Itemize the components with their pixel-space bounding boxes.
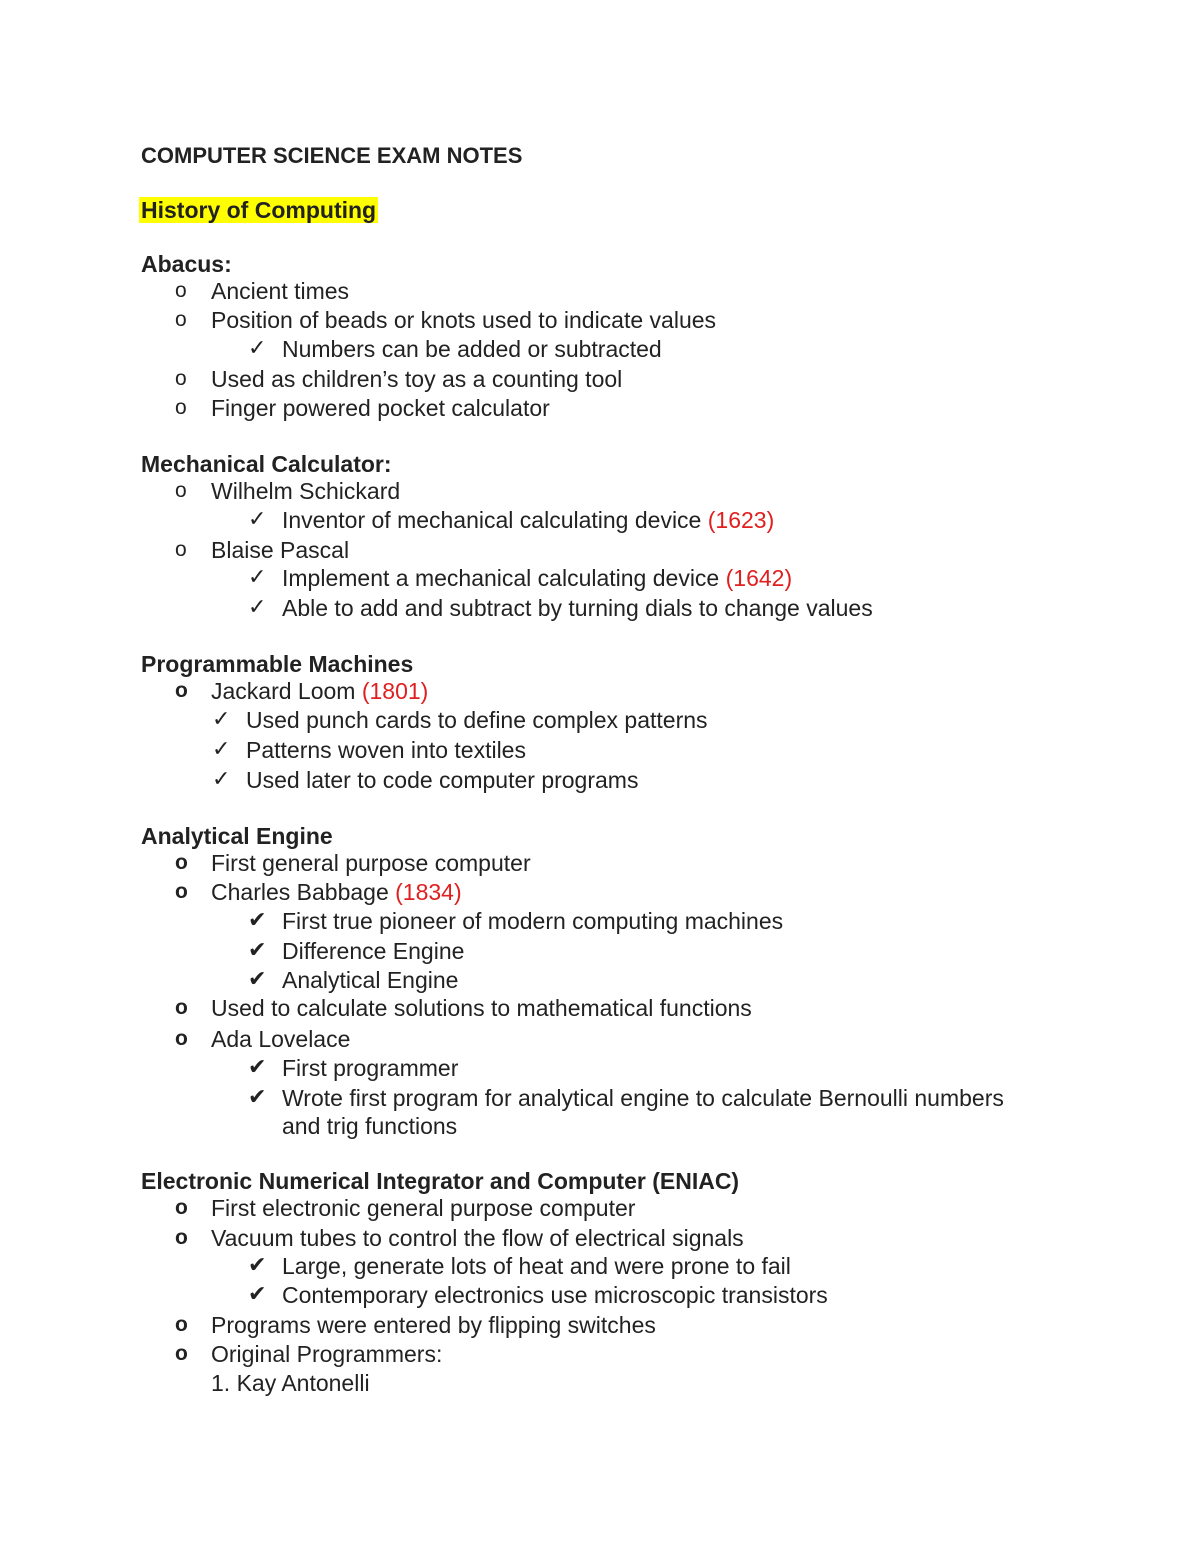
circle-bullet: o: [175, 367, 187, 390]
heavy-check-icon: ✔: [248, 1054, 267, 1079]
circle-bullet: o: [175, 538, 187, 561]
check-icon: ✓: [212, 736, 231, 761]
list-item: Large, generate lots of heat and were prone to fail: [282, 1253, 791, 1279]
list-item: Numbers can be added or subtracted: [282, 336, 662, 362]
check-icon: ✓: [248, 506, 267, 531]
document-title: COMPUTER SCIENCE EXAM NOTES: [141, 143, 523, 168]
list-item: Used as children’s toy as a counting tool: [211, 366, 623, 392]
item-text: Charles Babbage: [211, 879, 389, 905]
eniac-heading: Electronic Numerical Integrator and Computer (ENIAC): [141, 1168, 740, 1194]
circle-bullet: o: [175, 851, 188, 874]
list-item: First true pioneer of modern computing machines: [282, 908, 784, 934]
heavy-check-icon: ✔: [248, 1252, 267, 1277]
heavy-check-icon: ✔: [248, 1281, 267, 1306]
programmable-heading: Programmable Machines: [141, 651, 414, 677]
mechanical-heading: Mechanical Calculator:: [141, 451, 392, 477]
abacus-heading: Abacus:: [141, 251, 232, 277]
item-text: Inventor of mechanical calculating device: [282, 507, 702, 533]
circle-bullet: o: [175, 279, 187, 302]
list-item: Wrote first program for analytical engine to calculate Bernoulli numbers: [282, 1085, 1004, 1111]
heavy-check-icon: ✔: [248, 966, 267, 991]
check-icon: ✓: [248, 594, 267, 619]
list-item: Programs were entered by flipping switches: [211, 1312, 656, 1338]
year-label: (1801): [361, 678, 429, 704]
year-label: (1834): [395, 879, 462, 905]
heavy-check-icon: ✔: [248, 937, 267, 962]
circle-bullet: o: [175, 996, 188, 1019]
list-item: Used to calculate solutions to mathematical functions: [211, 995, 752, 1021]
year-label: (1623): [707, 507, 775, 533]
item-text: Implement a mechanical calculating device: [282, 565, 720, 591]
circle-bullet: o: [175, 1226, 188, 1249]
check-icon: ✓: [248, 335, 267, 360]
circle-bullet: o: [175, 880, 188, 903]
check-icon: ✓: [212, 706, 231, 731]
list-item-continuation: and trig functions: [282, 1113, 458, 1139]
circle-bullet: o: [175, 1196, 188, 1219]
section-title: [141, 196, 378, 224]
circle-bullet: o: [175, 308, 187, 331]
list-item: Contemporary electronics use microscopic transistors: [282, 1282, 828, 1308]
list-item: First electronic general purpose computer: [211, 1195, 636, 1221]
circle-bullet: o: [175, 396, 187, 419]
numbered-item: 1. Kay Antonelli: [211, 1370, 370, 1396]
list-item: [211, 878, 462, 906]
heavy-check-icon: ✔: [248, 1084, 267, 1109]
item-text: Jackard Loom: [211, 678, 356, 704]
list-item: Position of beads or knots used to indicate values: [211, 307, 717, 333]
circle-bullet: o: [175, 1342, 188, 1365]
check-icon: ✓: [212, 766, 231, 791]
list-item: [211, 677, 428, 705]
list-item: Wilhelm Schickard: [211, 478, 401, 504]
list-item: Ancient times: [211, 278, 350, 304]
list-item: Finger powered pocket calculator: [211, 395, 550, 421]
list-item: [282, 506, 774, 534]
list-item: First programmer: [282, 1055, 459, 1081]
circle-bullet: o: [175, 679, 188, 702]
circle-bullet: o: [175, 479, 187, 502]
list-item: Vacuum tubes to control the flow of electrical signals: [211, 1225, 744, 1251]
circle-bullet: o: [175, 1313, 188, 1336]
list-item: Difference Engine: [282, 938, 465, 964]
list-item: Able to add and subtract by turning dials to change values: [282, 595, 873, 621]
year-label: (1642): [725, 565, 793, 591]
list-item: Analytical Engine: [282, 967, 459, 993]
list-item: First general purpose computer: [211, 850, 531, 876]
list-item: Patterns woven into textiles: [246, 737, 526, 763]
check-icon: ✓: [248, 564, 267, 589]
list-item: Ada Lovelace: [211, 1026, 351, 1052]
list-item: Blaise Pascal: [211, 537, 350, 563]
list-item: Original Programmers:: [211, 1341, 443, 1367]
analytical-heading: Analytical Engine: [141, 823, 333, 849]
section-highlight: History of Computing: [141, 197, 377, 223]
list-item: [282, 564, 792, 592]
circle-bullet: o: [175, 1027, 188, 1050]
list-item: Used punch cards to define complex patterns: [246, 707, 708, 733]
list-item: Used later to code computer programs: [246, 767, 639, 793]
heavy-check-icon: ✔: [248, 907, 267, 932]
